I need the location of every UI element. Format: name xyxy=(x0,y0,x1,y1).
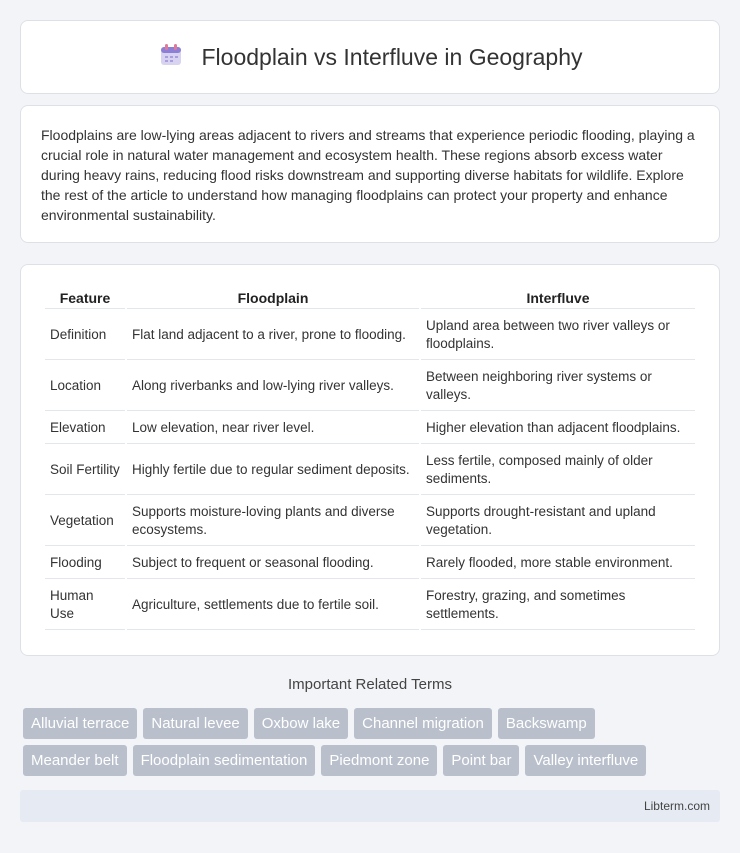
row-feature: Soil Fertility xyxy=(45,446,125,495)
header-floodplain: Floodplain xyxy=(127,287,419,309)
calendar-icon xyxy=(158,42,184,73)
title-wrap xyxy=(158,42,583,73)
tag-meander-belt[interactable]: Meander belt xyxy=(23,745,127,776)
table-row xyxy=(45,497,695,546)
row-feature: Elevation xyxy=(45,413,125,444)
header-feature: Feature xyxy=(45,287,125,309)
tag-backswamp[interactable]: Backswamp xyxy=(498,708,595,739)
tag-piedmont-zone[interactable]: Piedmont zone xyxy=(321,745,437,776)
tag-natural-levee[interactable]: Natural levee xyxy=(143,708,247,739)
table-row xyxy=(45,581,695,630)
table-row xyxy=(45,446,695,495)
row-feature: Vegetation xyxy=(45,497,125,546)
header-card xyxy=(20,20,720,94)
table-row xyxy=(45,311,695,360)
tag-valley-interfluve[interactable]: Valley interfluve xyxy=(525,745,646,776)
tag-oxbow-lake[interactable]: Oxbow lake xyxy=(254,708,348,739)
table-row xyxy=(45,548,695,579)
row-floodplain: Highly fertile due to regular sediment deposits. xyxy=(127,446,419,495)
footer-site-link[interactable]: Libterm.com xyxy=(643,799,710,813)
row-interfluve: Less fertile, composed mainly of older sediments. xyxy=(421,446,695,495)
related-terms-title: Important Related Terms xyxy=(288,676,452,693)
footer xyxy=(20,790,720,822)
tag-floodplain-sedimentation[interactable]: Floodplain sedimentation xyxy=(133,745,316,776)
page-title: Floodplain vs Interfluve in Geography xyxy=(201,43,583,70)
row-floodplain: Subject to frequent or seasonal flooding. xyxy=(127,548,419,579)
comparison-table xyxy=(43,285,697,632)
tag-alluvial-terrace[interactable]: Alluvial terrace xyxy=(23,708,137,739)
row-interfluve: Forestry, grazing, and sometimes settlements. xyxy=(421,581,695,630)
intro-paragraph: Floodplains are low-lying areas adjacent to rivers and streams that experience periodic flooding, playing a crucial role in natural water management and ecosystem health. These regions absorb excess water during heavy rains, reducing flood risks downstream and supporting diverse habitats for wildlife. Explore the rest of the article to understand how managing floodplains can protect your property and enhance environmental sustainability. xyxy=(41,127,695,223)
tag-row xyxy=(23,708,723,739)
related-terms xyxy=(23,708,723,782)
row-interfluve: Between neighboring river systems or valleys. xyxy=(421,362,695,411)
table-row xyxy=(45,362,695,411)
row-interfluve: Upland area between two river valleys or floodplains. xyxy=(421,311,695,360)
row-interfluve: Rarely flooded, more stable environment. xyxy=(421,548,695,579)
row-feature: Human Use xyxy=(45,581,125,630)
row-floodplain: Flat land adjacent to a river, prone to flooding. xyxy=(127,311,419,360)
tag-point-bar[interactable]: Point bar xyxy=(443,745,519,776)
row-interfluve: Higher elevation than adjacent floodplains. xyxy=(421,413,695,444)
row-feature: Flooding xyxy=(45,548,125,579)
row-feature: Definition xyxy=(45,311,125,360)
row-floodplain: Along riverbanks and low-lying river valleys. xyxy=(127,362,419,411)
tag-row xyxy=(23,745,723,776)
row-floodplain: Low elevation, near river level. xyxy=(127,413,419,444)
comparison-table-card xyxy=(20,264,720,656)
row-floodplain: Agriculture, settlements due to fertile soil. xyxy=(127,581,419,630)
row-interfluve: Supports drought-resistant and upland vegetation. xyxy=(421,497,695,546)
intro-card xyxy=(20,105,720,243)
row-feature: Location xyxy=(45,362,125,411)
table-row xyxy=(45,413,695,444)
tag-channel-migration[interactable]: Channel migration xyxy=(354,708,492,739)
row-floodplain: Supports moisture-loving plants and diverse ecosystems. xyxy=(127,497,419,546)
table-header-row xyxy=(45,287,695,309)
header-interfluve: Interfluve xyxy=(421,287,695,309)
